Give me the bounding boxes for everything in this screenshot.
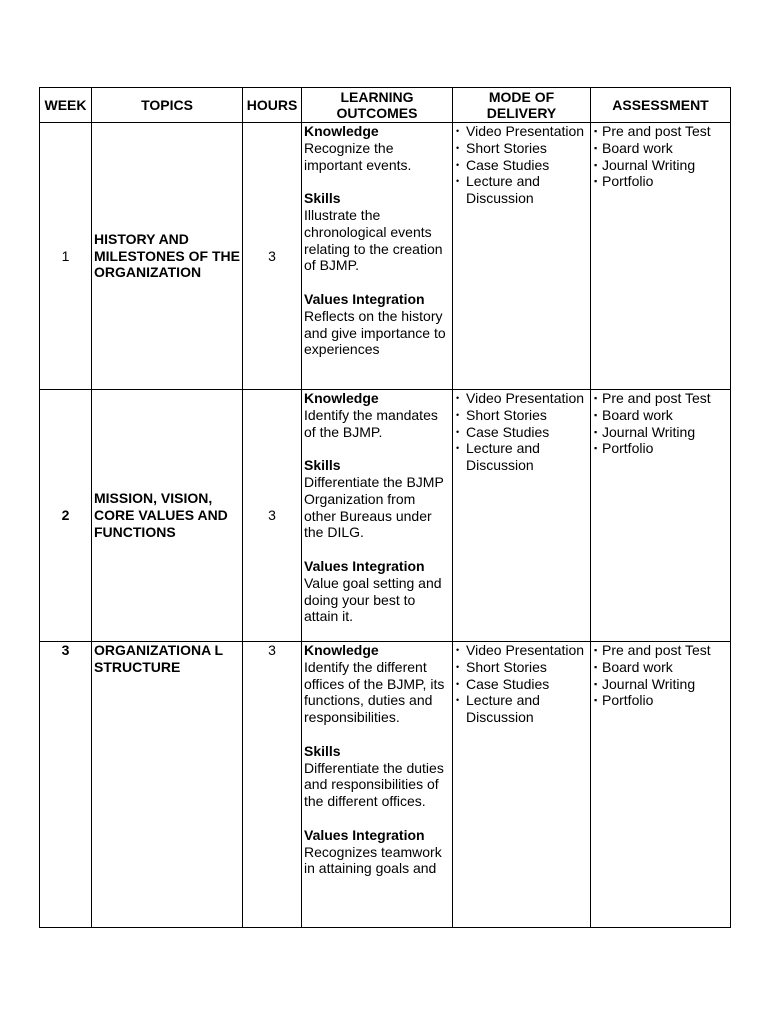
topic-cell: HISTORY AND MILESTONES OF THE ORGANIZATION [92,123,243,390]
outcome-heading: Skills [304,190,341,207]
mode-of-delivery-cell [453,642,591,928]
week-cell: 1 [40,123,92,390]
assessment-item-label: Portfolio [602,440,654,457]
learning-outcomes-cell [302,390,453,642]
square-bullet-icon: ▪ [594,678,598,689]
outcome-heading: Knowledge [304,390,379,406]
outcome-text: Recognizes teamwork in attaining goals and [304,843,442,877]
delivery-item [455,157,588,174]
hours-cell: 3 [243,390,302,642]
topic-cell: ORGANIZATIONA L STRUCTURE [92,642,243,928]
outcome-section [304,190,450,274]
delivery-item [455,440,588,474]
square-bullet-icon: ▪ [594,426,598,437]
delivery-item-list [455,642,588,726]
delivery-item-label: Case Studies [466,675,550,692]
table-row [40,390,731,642]
assessment-item-label: Board work [602,658,673,675]
assessment-item-label: Journal Writing [602,675,696,692]
bullet-icon: • [456,443,460,454]
assessment-item-label: Pre and post Test [602,390,711,406]
outcome-heading: Knowledge [304,642,379,658]
delivery-item-label: Video Presentation [466,390,585,406]
assessment-item [593,173,728,190]
bullet-icon: • [456,126,460,136]
delivery-item [455,424,588,441]
bullet-icon: • [456,695,460,706]
outcome-section [304,123,450,173]
assessment-item-label: Pre and post Test [602,642,711,658]
square-bullet-icon: ▪ [594,661,598,672]
outcome-section [304,743,450,810]
week-cell: 3 [40,642,92,928]
week-cell: 2 [40,390,92,642]
assessment-item-label: Board work [602,139,673,156]
bullet-icon: • [456,645,460,655]
header-mode-of-delivery: MODE OF DELIVERY [453,88,591,123]
outcome-heading: Skills [304,742,341,759]
assessment-item-label: Portfolio [602,173,654,190]
topic-cell: MISSION, VISION, CORE VALUES AND FUNCTIONS [92,390,243,642]
delivery-item [455,123,588,140]
square-bullet-icon: ▪ [594,695,598,706]
square-bullet-icon: ▪ [594,645,598,655]
assessment-item [593,424,728,441]
outcome-heading: Values Integration [304,826,425,843]
delivery-item [455,642,588,659]
outcome-text: Differentiate the BJMP Organization from other Bureaus under the DILG. [304,473,444,541]
assessment-item [593,157,728,174]
assessment-item-label: Board work [602,406,673,423]
delivery-item [455,173,588,207]
assessment-cell [591,123,731,390]
hours-cell: 3 [243,642,302,928]
outcome-text: Reflects on the history and give importance to experiences [304,307,446,358]
assessment-item [593,140,728,157]
hours-cell: 3 [243,123,302,390]
learning-outcomes-cell [302,642,453,928]
assessment-item [593,407,728,424]
delivery-item-label: Short Stories [466,139,547,156]
bullet-icon: • [456,661,460,672]
header-assessment: ASSESSMENT [591,88,731,123]
bullet-icon: • [456,678,460,689]
square-bullet-icon: ▪ [594,409,598,420]
assessment-item-label: Portfolio [602,692,654,709]
table-row [40,123,731,390]
delivery-item-label: Lecture and Discussion [466,173,540,207]
outcome-section [304,390,450,440]
learning-outcomes-content [304,123,450,358]
outcome-text: Illustrate the chronological events relating to the creation of BJMP. [304,206,443,274]
outcome-text: Identify the different offices of the BJMP, its functions, duties and responsibilities. [304,658,445,726]
bullet-icon: • [456,142,460,153]
outcome-heading: Knowledge [304,123,379,139]
learning-outcomes-content [304,642,450,877]
assessment-item [593,642,728,659]
header-row [40,88,731,123]
assessment-item [593,123,728,140]
square-bullet-icon: ▪ [594,443,598,454]
assessment-item-label: Journal Writing [602,156,696,173]
square-bullet-icon: ▪ [594,176,598,187]
outcome-heading: Skills [304,457,341,474]
assessment-item-label: Journal Writing [602,423,696,440]
square-bullet-icon: ▪ [594,126,598,136]
outcome-text: Identify the mandates of the BJMP. [304,406,438,440]
bullet-icon: • [456,176,460,187]
bullet-icon: • [456,426,460,437]
delivery-item [455,390,588,407]
delivery-item-label: Short Stories [466,406,547,423]
header-learning-outcomes: LEARNING OUTCOMES [302,88,453,123]
outcome-section [304,291,450,358]
outcome-text: Value goal setting and doing your best to attain it. [304,574,442,625]
bullet-icon: • [456,159,460,170]
assessment-item [593,440,728,457]
outcome-text: Differentiate the duties and responsibilities of the different offices. [304,759,444,810]
header-hours: HOURS [243,88,302,123]
outcome-heading: Values Integration [304,557,425,574]
delivery-item-list [455,390,588,474]
delivery-item-label: Short Stories [466,658,547,675]
learning-outcomes-content [304,390,450,625]
square-bullet-icon: ▪ [594,393,598,403]
syllabus-table [39,87,731,928]
delivery-item [455,140,588,157]
bullet-icon: • [456,393,460,403]
square-bullet-icon: ▪ [594,142,598,153]
bullet-icon: • [456,409,460,420]
assessment-item-list [593,642,728,709]
assessment-item [593,676,728,693]
delivery-item-label: Video Presentation [466,642,585,658]
assessment-item-label: Pre and post Test [602,123,711,139]
header-week: WEEK [40,88,92,123]
assessment-item-list [593,123,728,190]
delivery-item [455,676,588,693]
assessment-item [593,659,728,676]
mode-of-delivery-cell [453,123,591,390]
header-topics: TOPICS [92,88,243,123]
outcome-heading: Values Integration [304,290,425,307]
delivery-item-label: Lecture and Discussion [466,440,540,474]
table-row [40,642,731,928]
delivery-item-label: Lecture and Discussion [466,692,540,726]
outcome-section [304,558,450,625]
assessment-cell [591,390,731,642]
square-bullet-icon: ▪ [594,159,598,170]
delivery-item [455,692,588,726]
delivery-item [455,659,588,676]
learning-outcomes-cell [302,123,453,390]
outcome-section [304,827,450,877]
assessment-item [593,390,728,407]
outcome-text: Recognize the important events. [304,139,412,173]
assessment-item [593,692,728,709]
delivery-item-label: Case Studies [466,156,550,173]
outcome-section [304,457,450,541]
delivery-item [455,407,588,424]
outcome-section [304,642,450,726]
delivery-item-label: Video Presentation [466,123,585,139]
delivery-item-label: Case Studies [466,423,550,440]
delivery-item-list [455,123,588,207]
assessment-item-list [593,390,728,457]
mode-of-delivery-cell [453,390,591,642]
assessment-cell [591,642,731,928]
